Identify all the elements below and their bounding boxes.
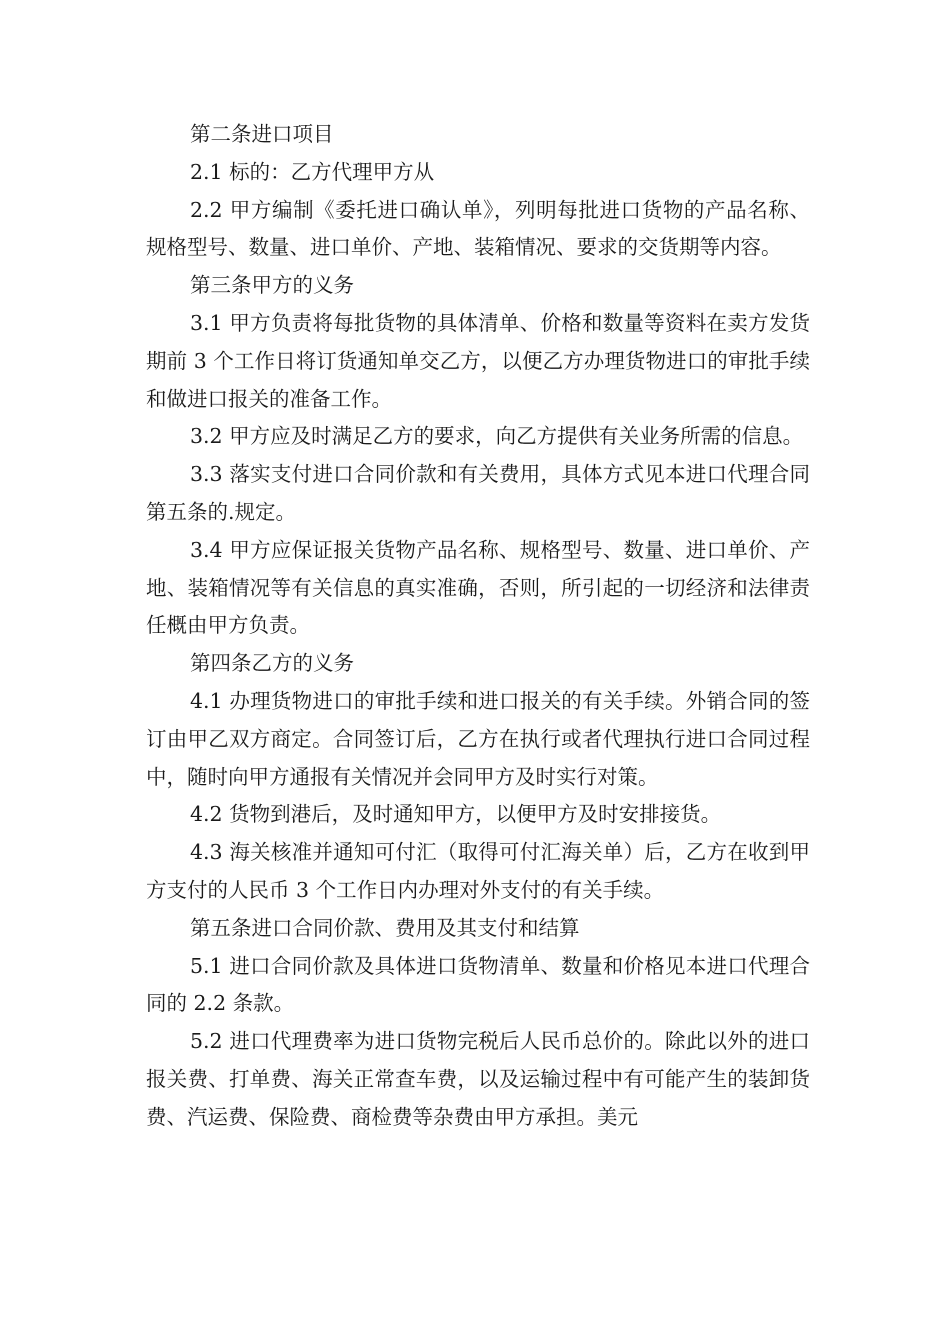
clause-5-2: 5.2 进口代理费率为进口货物完税后人民币总价的。除此以外的进口报关费、打单费、海关正常查车费，以及运输过程中有可能产生的装卸货费、汽运费、保险费、商检费等杂费由甲方承担。美元 xyxy=(146,1029,810,1129)
clause-2-2: 2.2 甲方编制《委托进口确认单》，列明每批进口货物的产品名称、规格型号、数量、进口单价、产地、装箱情况、要求的交货期等内容。 xyxy=(146,197,810,260)
document-body xyxy=(146,116,810,1137)
clause-3-1: 3.1 甲方负责将每批货物的具体清单、价格和数量等资料在卖方发货期前 3 个工作日将订货通知单交乙方，以便乙方办理货物进口的审批手续和做进口报关的准备工作。 xyxy=(146,310,810,411)
clause-2-1: 2.1 标的：乙方代理甲方从 xyxy=(190,159,435,184)
article-2-heading: 第二条进口项目 xyxy=(190,122,334,146)
clause-3-2: 3.2 甲方应及时满足乙方的要求，向乙方提供有关业务所需的信息。 xyxy=(190,424,804,449)
clause-4-2: 4.2 货物到港后，及时通知甲方，以便甲方及时安排接货。 xyxy=(190,802,722,827)
clause-5-1: 5.1 进口合同价款及具体进口货物清单、数量和价格见本进口代理合同的 2.2 条款。 xyxy=(146,953,810,1016)
article-3-heading: 第三条甲方的义务 xyxy=(190,273,354,298)
article-4-heading: 第四条乙方的义务 xyxy=(190,651,354,676)
clause-3-3: 3.3 落实支付进口合同价款和有关费用，具体方式见本进口代理合同第五条的.规定。 xyxy=(146,462,810,524)
clause-3-4: 3.4 甲方应保证报关货物产品名称、规格型号、数量、进口单价、产地、装箱情况等有关信息的真实准确，否则，所引起的一切经济和法律责任概由甲方负责。 xyxy=(146,537,810,638)
clause-4-1: 4.1 办理货物进口的审批手续和进口报关的有关手续。外销合同的签订由甲乙双方商定。合同签订后，乙方在执行或者代理执行进口合同过程中，随时向甲方通报有关情况并会同甲方及时实行对策。 xyxy=(146,688,810,789)
clause-4-3: 4.3 海关核准并通知可付汇（取得可付汇海关单）后，乙方在收到甲方支付的人民币 3 个工作日内办理对外支付的有关手续。 xyxy=(146,840,810,902)
article-5-heading: 第五条进口合同价款、费用及其支付和结算 xyxy=(190,915,580,940)
